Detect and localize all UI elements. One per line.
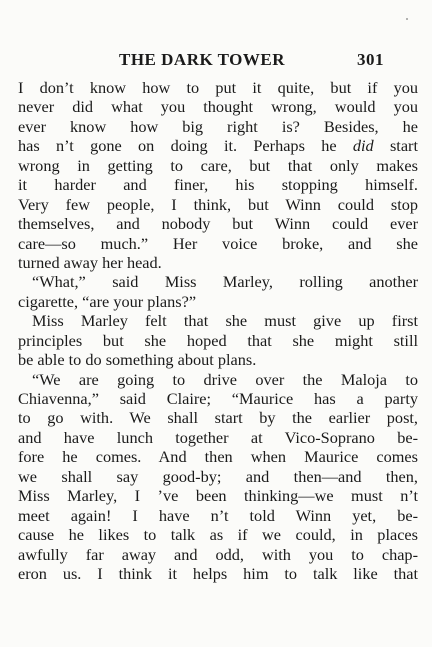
speck-mark — [406, 18, 408, 20]
running-title: THE DARK TOWER — [119, 50, 286, 69]
text-line: Chiavenna,” said Claire; “Maurice has a party — [18, 389, 418, 408]
book-page — [18, 46, 418, 583]
text-line: awfully far away and odd, with you to chap- — [18, 544, 418, 564]
text-line: and have lunch together at Vico-Soprano be- — [18, 427, 418, 447]
text-line: has n’t gone on doing it. Perhaps he did start — [18, 136, 418, 156]
text-line: “We are going to drive over the Maloja to — [32, 369, 418, 389]
text-line: to go with. We shall start by the earlier post, — [18, 408, 418, 428]
text-line: ever know how big right is? Besides, he — [18, 116, 418, 136]
text-line: “What,” said Miss Marley, rolling another — [32, 272, 418, 292]
text-line: we shall say good-by; and then—and then, — [18, 466, 418, 486]
text-line: meet again! I have n’t told Winn yet, be- — [18, 505, 418, 525]
text-line: care—so much.” Her voice broke, and she — [18, 233, 418, 253]
page-number: 301 — [357, 50, 384, 69]
text-line: be able to do something about plans. — [18, 350, 257, 370]
running-head — [18, 46, 418, 72]
text-line: themselves, and nobody but Winn could ever — [18, 214, 418, 234]
text-line: principles but she hoped that she might still — [18, 330, 418, 350]
text-line: cause he likes to talk as if we could, in places — [18, 525, 418, 545]
text-line: Very few people, I think, but Winn could stop — [18, 194, 418, 214]
text-line: fore he comes. And then when Maurice comes — [18, 447, 418, 467]
text-line: Miss Marley, I ’ve been thinking—we must n’t — [18, 486, 418, 506]
text-line: I don’t know how to put it quite, but if you — [18, 78, 418, 97]
body-text — [18, 78, 418, 583]
text-line: eron us. I think it helps him to talk like that — [18, 563, 418, 583]
text-line: Miss Marley felt that she must give up first — [32, 311, 418, 331]
text-line: never did what you thought wrong, would you — [18, 97, 418, 117]
emphasis: did — [352, 136, 374, 156]
text-line: wrong in getting to care, but that only makes — [18, 155, 418, 175]
text-line: it harder and finer, his stopping himself. — [18, 175, 418, 195]
text-line: turned away her head. — [18, 252, 162, 272]
text-line: cigarette, “are your plans?” — [18, 291, 197, 311]
